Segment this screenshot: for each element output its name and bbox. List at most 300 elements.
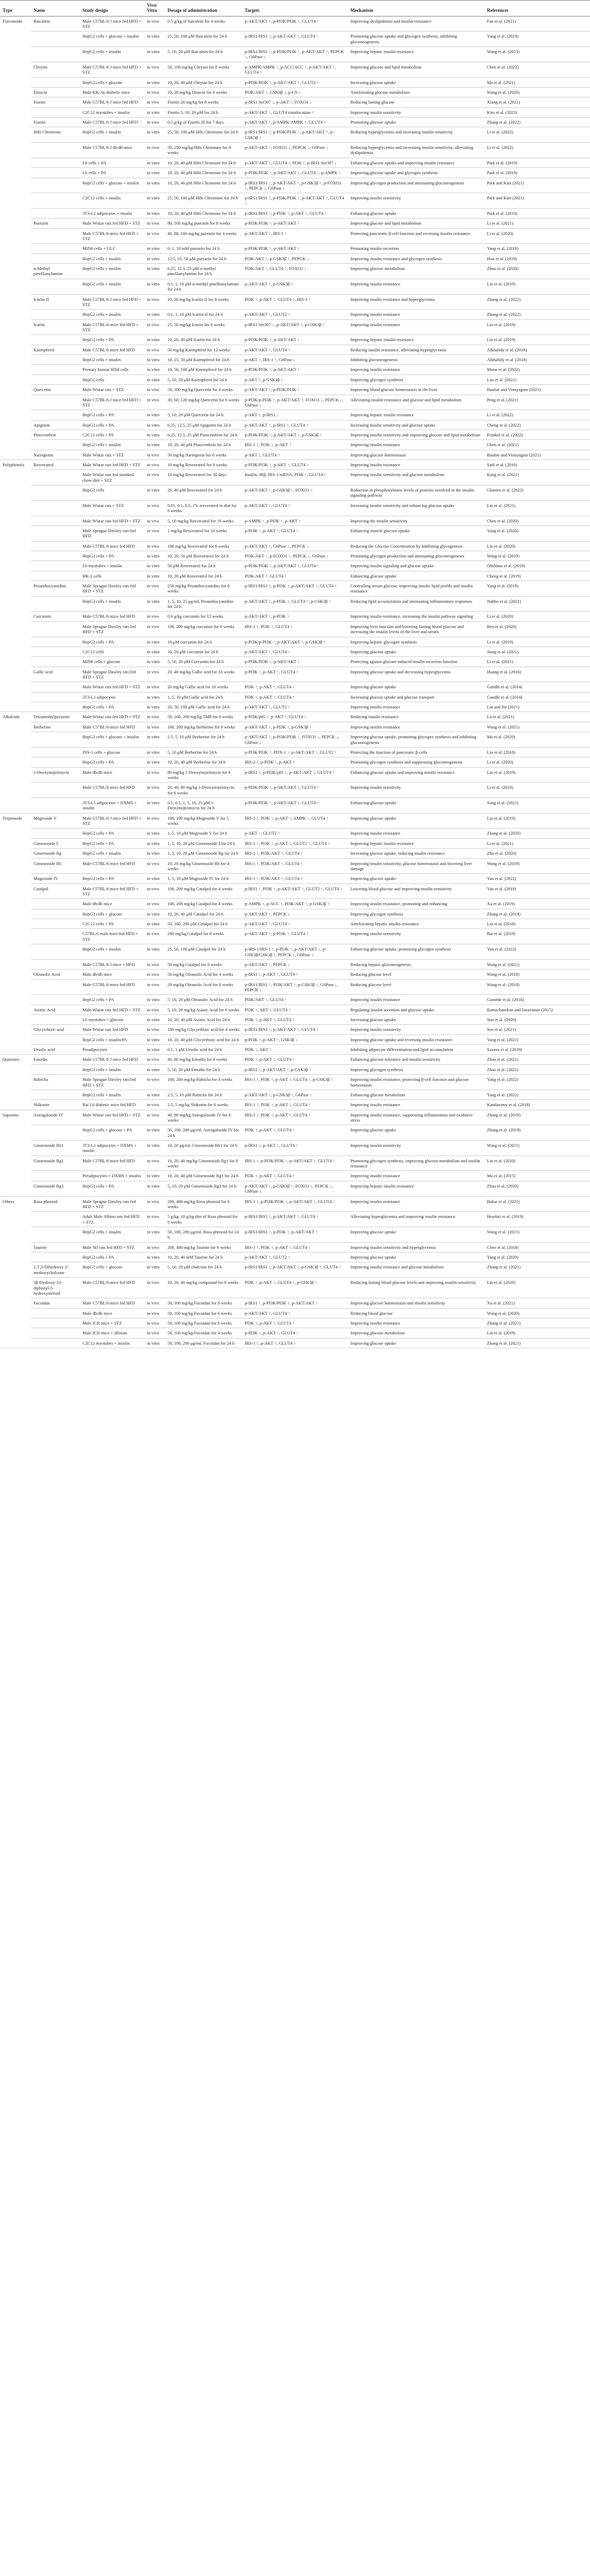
references-cell: Zhang et al. (2022) [484, 310, 590, 319]
study-design-cell: Adult Male Albino rats fed HFD + STZ [80, 1212, 144, 1227]
type-cell: Polyphenols [0, 460, 31, 712]
dosage-cell: 10, 20 μg/mL Ginsenoside Rh1 for 24 h [165, 1141, 242, 1156]
targets-cell: IRS-1 ↑, PI3K ↑, p-AKT ↑, GLUT2 ↑, GLUT4 ↑ [242, 838, 348, 848]
header-type: Type [0, 1, 31, 16]
mechanism-cell: Protecting against glucose-induced insulin secretion function [348, 657, 484, 667]
targets-cell: p-AKT/AKT ↑, p-GSK3β ↑, FOXO1 ↓, PEPCK ↓, G6Pase ↓ [242, 1181, 348, 1196]
mechanism-cell: Ameliorating glucose metabolism [348, 87, 484, 97]
mechanism-cell: Improving glucose homeostasis [348, 450, 484, 460]
targets-cell: p-AKT/AKT ↑, p-GSK3β ↑, FOXO1 ↓ [242, 485, 348, 501]
targets-cell: PI3K ↑, AKT ↑ [242, 1045, 348, 1055]
references-cell: Hou et al. (2018) [484, 253, 590, 263]
references-cell: Yang et al. (2020) [484, 1252, 590, 1262]
study-design-cell: Male Wistar rats fed HFD + STZ [80, 712, 144, 722]
mechanism-cell: Improving insulin sensitivity [348, 193, 484, 209]
dosage-cell: 10, 20, 40 mM Taurine for 24 h [165, 1252, 242, 1262]
name-cell: Emodin [31, 1055, 80, 1064]
targets-cell: PI3K ↑, p-AKT ↑, GLUT4 ↑ [242, 1055, 348, 1064]
mechanism-cell: Improving insulin resistance and glycogen synthesis [348, 253, 484, 263]
references-cell: Zhang et al. (2019) [484, 1125, 590, 1141]
dosage-cell: 25, 50, 100 μM Baicalein for 24 h [165, 31, 242, 47]
study-design-cell: Male C57BL/6 J mice fed HFD [80, 97, 144, 107]
mechanism-cell: Reduction in phosphorylation levels of proteins involved in the insulin signaling pathway [348, 485, 484, 501]
dosage-cell: 100, 200 mg/kg Mogroside V for 5 weeks [165, 813, 242, 828]
vivo-vitro-cell: in vitro [144, 551, 165, 561]
name-cell: Fisetin [31, 117, 80, 127]
name-cell [31, 596, 80, 612]
type-cell: Flavonoids [0, 16, 31, 460]
mechanism-cell: Improving insulin resistance, promoting and enhancing [348, 899, 484, 909]
study-design-cell: Male Wistar rats + STZ [80, 500, 144, 516]
name-cell [31, 732, 80, 748]
vivo-vitro-cell: in vitro [144, 1064, 165, 1074]
table-row [0, 1090, 590, 1099]
study-design-cell: HepG2 cells + PA [80, 637, 144, 647]
vivo-vitro-cell: in vitro [144, 127, 165, 143]
table-row [0, 1125, 590, 1141]
vivo-vitro-cell: in vivo [144, 1075, 165, 1090]
references-cell: Yang et al. (2022) [484, 1075, 590, 1090]
table-row [0, 158, 590, 167]
mechanism-cell: Reducing lipid accumulation and attenuating inflammatory responses [348, 596, 484, 612]
vivo-vitro-cell: in vitro [144, 107, 165, 117]
vivo-vitro-cell: in vitro [144, 375, 165, 384]
table-row [0, 16, 590, 31]
study-design-cell: Male C57BL/6 J mice fed HFD + STZ [80, 62, 144, 77]
table-row [0, 193, 590, 209]
references-cell: Lu et al. (2021) [484, 712, 590, 722]
targets-cell: p-AMPK/AMPK ↑, p-ACC/ACC ↑, p-AKT/AKT ↑, GLUT4 ↑ [242, 62, 348, 77]
vivo-vitro-cell: in vivo [144, 1278, 165, 1298]
study-design-cell: HepG2 cells [80, 375, 144, 384]
table-row [0, 722, 590, 732]
table-row [0, 526, 590, 541]
mechanism-cell: Promoting glycogen synthesis, improving glucose metabolism and insulin resistance [348, 1156, 484, 1171]
targets-cell: p-IRS1/IRS1 ↑, p-PI3K/PI3K ↑, p-AKT/AKT ↑, GLUT4 ↑ [242, 193, 348, 209]
dosage-cell: 50, 100, 200 μg/mL Astragaloside IV for 24 h [165, 1125, 242, 1141]
name-cell [31, 143, 80, 158]
dosage-cell: 50 μM Resveratrol for 24 h [165, 561, 242, 571]
references-cell: Sun et al. (2020) [484, 1015, 590, 1025]
mechanism-cell: Alleviating insulin resistance and glucose and lipid metabolism [348, 395, 484, 410]
targets-cell: IRS-1 ↑, PI3K ↑, p-AKT ↑, GLUT4 ↑ [242, 1242, 348, 1252]
targets-cell: IRS-1 ↑, PI3K ↑, GLUT4 ↑ [242, 621, 348, 637]
table-row [0, 264, 590, 279]
dosage-cell: 10, 20, 40 μM Hibi Chromone for 24 h [165, 178, 242, 193]
mechanism-cell: Promoting glycogen production and attenuating gluconeogenesis [348, 551, 484, 561]
study-design-cell: 3T3-L1 adipocytes + insulin [80, 208, 144, 218]
study-design-cell: HepG2 cells + insulin [80, 47, 144, 62]
name-cell: Fucoidan [31, 1298, 80, 1308]
mechanism-cell: Improving insulin resistance [348, 310, 484, 319]
name-cell: Rubicha [31, 1075, 80, 1090]
study-design-cell: HepG2 cells + PA [80, 410, 144, 420]
name-cell [31, 979, 80, 995]
targets-cell: p-PI3K/PI3K ↑, p-AKT/AKT ↑, GLUT4 ↑, p-AMPK ↑ [242, 168, 348, 178]
dosage-cell: 10, 20 μM curcumin for 24 h [165, 647, 242, 656]
study-design-cell: Male Wistar rats fed HFD + STZ [80, 1110, 144, 1125]
dosage-cell: 50, 100 mg/kg Fucoidan for 6 weeks [165, 1308, 242, 1318]
table-row [0, 1252, 590, 1262]
dosage-cell: 25, 50, 100 μM Hibi Chromone for 24 h [165, 193, 242, 209]
study-design-cell: C2C12 cells + PA [80, 919, 144, 929]
table-row [0, 1278, 590, 1298]
name-cell: Puerarin [31, 218, 80, 228]
table-row [0, 208, 590, 218]
mechanism-cell: Improving insulin resistance, increasing the insulin pathway signaling [348, 612, 484, 621]
name-cell: Shikonin [31, 1100, 80, 1110]
vivo-vitro-cell: in vitro [144, 1015, 165, 1025]
table-row [0, 1328, 590, 1338]
targets-cell: p-AKT/AKT ↑, PEPCK ↓ [242, 959, 348, 969]
mechanism-cell: Improving glucose homeostasis and insulin sensitivity [348, 1298, 484, 1308]
header-name: Name [31, 1, 80, 16]
dosage-cell: 10 mg/kg Resveratrol for 8 weeks [165, 460, 242, 470]
dosage-cell: 0.1, 0.5, 1, 5, 10, 25 μM 1-Deoxynojirimycin for 24 h [165, 798, 242, 814]
table-row [0, 637, 590, 647]
references-cell: Bai et al. (2019) [484, 929, 590, 944]
targets-cell: p-IRS1/IRS1 ↑, p-PI3K ↑, p-AKT/AKT ↑, GLUT4 ↑ [242, 581, 348, 597]
table-row [0, 1318, 590, 1328]
references-cell: Zhang et al. (2022) [484, 117, 590, 127]
vivo-vitro-cell: in vivo [144, 345, 165, 354]
vivo-vitro-cell: in vivo [144, 899, 165, 909]
dosage-cell: 80 mg/kg 1-Deoxynojirimycin for 4 weeks [165, 767, 242, 783]
mechanism-cell: Improving insulin resistance [348, 440, 484, 450]
study-design-cell: L6 myotubes + glucose [80, 1015, 144, 1025]
table-row [0, 1242, 590, 1252]
targets-cell: p-PI3K/PI3K ↑, p-AKT/AKT ↑ [242, 365, 348, 375]
name-cell [31, 541, 80, 551]
table-row [0, 647, 590, 656]
mechanism-cell: Improving insulin sensitivity, glucose homeostasis and lowering liver damage [348, 858, 484, 874]
references-cell: Kandasamy et al. (2018) [484, 1100, 590, 1110]
vivo-vitro-cell: in vivo [144, 62, 165, 77]
vivo-vitro-cell: in vitro [144, 909, 165, 919]
name-cell [31, 470, 80, 485]
dosage-cell: 25, 50, 100 μM Catalpol for 24 h [165, 944, 242, 960]
study-design-cell: Male C57BL/6 mice fed HFD [80, 979, 144, 995]
table-row [0, 1064, 590, 1074]
study-design-cell: HepG2 cells + insulin [80, 264, 144, 279]
study-design-cell: Male KK-Ay diabetic mice [80, 87, 144, 97]
mechanism-cell: Improving glycogen production and attenuating gluconeogenesis [348, 178, 484, 193]
vivo-vitro-cell: in vitro [144, 1141, 165, 1156]
table-row [0, 87, 590, 97]
vivo-vitro-cell: in vivo [144, 526, 165, 541]
table-row [0, 909, 590, 919]
vivo-vitro-cell: in vivo [144, 1308, 165, 1318]
dosage-cell: 0.5 g/kg of Fisetin 20 for 7 days [165, 117, 242, 127]
targets-cell: p-AMPK ↑, p-PI3K ↑, p-AKT ↑ [242, 516, 348, 526]
name-cell: Ursolic acid [31, 1045, 80, 1055]
table-row [0, 500, 590, 516]
vivo-vitro-cell: in vivo [144, 228, 165, 244]
mechanism-cell: Improving glucose metabolism [348, 1328, 484, 1338]
study-design-cell: Male C57BL/6 mice fed HFD [80, 722, 144, 732]
targets-cell: PI3K ↑, p-AKT ↑, GLUT4 ↑ [242, 1015, 348, 1025]
vivo-vitro-cell: in vitro [144, 335, 165, 345]
table-row [0, 682, 590, 692]
study-design-cell: HepG2 cells + glucose + insulin [80, 178, 144, 193]
vivo-vitro-cell: in vivo [144, 1298, 165, 1308]
mechanism-cell: Enhancing muscle glucose uptake [348, 526, 484, 541]
table-row [0, 178, 590, 193]
references-cell: Li et al. (2021) [484, 838, 590, 848]
study-design-cell: Male C57BL/6 mice fed HFD [80, 1156, 144, 1171]
name-cell [31, 253, 80, 263]
mechanism-cell: Improving glucose uptake [348, 647, 484, 656]
table-row [0, 1308, 590, 1318]
references-cell: Wang et al. (2021) [484, 1227, 590, 1243]
table-row [0, 692, 590, 702]
targets-cell: p-IRS1 ↑, p-AKT ↑, GLUT4 ↑ [242, 1141, 348, 1156]
table-row [0, 783, 590, 798]
mechanism-cell: Improving blood glucose homeostasis in the liver [348, 385, 484, 395]
study-design-cell: Male Wistar rats fed HFD + STZ [80, 682, 144, 692]
targets-cell: p-PI3K/PI3K ↑, p-AKT/AKT ↑ [242, 244, 348, 253]
name-cell [31, 783, 80, 798]
table-row [0, 979, 590, 995]
targets-cell: PI3K ↑, p-AKT ↑, GLUT4 ↑ [242, 1125, 348, 1141]
targets-cell: p-IRS1 ↑, p-PI3K/PI3K ↑, p-AKT/AKT ↑ [242, 1298, 348, 1308]
mechanism-cell: Improving glucose uptake and decreasing hyperglycemia [348, 667, 484, 682]
name-cell [31, 1308, 80, 1318]
study-design-cell: Male C57BL/6 mice fed HFD [80, 1298, 144, 1308]
study-design-cell: Male db/db mice [80, 1308, 144, 1318]
table-row [0, 884, 590, 899]
study-design-cell: Male C57BL/6 mice fed HFD [80, 541, 144, 551]
study-design-cell: Primary human HSH cells [80, 365, 144, 375]
dosage-cell: 25, 50, 100 μM Hibi Chromone for 24 h [165, 127, 242, 143]
name-cell: Pinocembrin [31, 430, 80, 439]
vivo-vitro-cell: in vitro [144, 264, 165, 279]
targets-cell: p-IRS1/IRS1 ↑, p-AKT/AKT ↑, p-GSK3β ↑, p-FOXO1 ↑, PEPCK ↓, G6Pase ↓ [242, 178, 348, 193]
mechanism-cell: Regulating insulin secretion and glucose uptake [348, 1005, 484, 1014]
vivo-vitro-cell: in vivo [144, 385, 165, 395]
study-design-cell: Male C57BL/6 mice fed HFD [80, 783, 144, 798]
name-cell [31, 31, 80, 47]
study-design-cell: L6 myotubes + insulin [80, 561, 144, 571]
vivo-vitro-cell: in vitro [144, 193, 165, 209]
name-cell [31, 335, 80, 345]
mechanism-cell: Increasing glucose uptake and glucose transport [348, 692, 484, 702]
name-cell: 1-Deoxynojirimycin [31, 767, 80, 783]
vivo-vitro-cell: in vitro [144, 732, 165, 748]
targets-cell: p-AKT/AKT ↑, p-PI3K ↑ [242, 612, 348, 621]
study-design-cell: HepG2 cells + insulin [80, 127, 144, 143]
references-cell: Yang et al. (2022) [484, 1090, 590, 1099]
table-row [0, 828, 590, 838]
mechanism-cell: Improving insulin sensitivity [348, 929, 484, 944]
references-cell: Park and Kim (2021) [484, 193, 590, 209]
study-design-cell: HepG2 cells [80, 485, 144, 501]
mechanism-cell: Promoting glycogen synthesis and suppressing gluconeogenesis [348, 757, 484, 767]
table-row [0, 420, 590, 430]
name-cell [31, 828, 80, 838]
header-dosage: Dosage of administration [165, 1, 242, 16]
study-design-cell: HepG2 cells + glucose + PA [80, 1125, 144, 1141]
name-cell: Hibi Chromone [31, 127, 80, 143]
vivo-vitro-cell: in vitro [144, 596, 165, 612]
targets-cell: p-IRS1 ↑, p-AKT ↑, GLUT4 ↑ [242, 970, 348, 979]
references-cell: Liu et al. (2020) [484, 1156, 590, 1171]
study-design-cell: Male C57BL/6 J mice fed HFD [80, 1055, 144, 1064]
targets-cell: IRS-1 ↑, PI3K/AKT ↑, GLUT4 ↑ [242, 858, 348, 874]
table-row [0, 485, 590, 501]
vivo-vitro-cell: in vitro [144, 1252, 165, 1262]
table-row [0, 345, 590, 354]
study-design-cell: Male Sprague Dawley rats fed HFD + STZ [80, 1075, 144, 1090]
dosage-cell: 10, 20, 40 mg/kg compound for 8 weeks [165, 1278, 242, 1298]
table-row [0, 1227, 590, 1243]
dosage-cell: 100, 200 mg/kg Berberine for 8 weeks [165, 722, 242, 732]
mechanism-cell: Improving insulin sensitivity [348, 783, 484, 798]
dosage-cell: 25, 50 mg/kg Icariin for 6 weeks [165, 319, 242, 335]
name-cell: Baicalein [31, 16, 80, 31]
targets-cell: p-AKT/AKT ↑, GLUT4 ↑ [242, 647, 348, 656]
targets-cell: p-PI3K ↑, p-AKT ↑, GLUT4 ↑ [242, 1328, 348, 1338]
name-cell [31, 551, 80, 561]
mechanism-cell: Enhancing glucose uptake and improving insulin resistance [348, 767, 484, 783]
study-design-cell: Male db/db mice [80, 767, 144, 783]
name-cell: 2,3',5-Dihydroxy-2'-methoxychalcone [31, 1262, 80, 1278]
vivo-vitro-cell: in vitro [144, 1035, 165, 1044]
dosage-cell: 50 mg/kg Kaempferol for 12 weeks [165, 345, 242, 354]
targets-cell: PI3K ↑, p-AKT ↑, GLUT4 ↑ [242, 692, 348, 702]
table-row [0, 798, 590, 814]
table-row [0, 450, 590, 460]
references-cell: Li et al. (2020) [484, 228, 590, 244]
references-cell: Ma et al. (2020) [484, 732, 590, 748]
vivo-vitro-cell: in vivo [144, 117, 165, 127]
targets-cell: IRS-1 ↑, PI3K ↑, p-AKT ↑, GLUT4 ↑ [242, 1100, 348, 1110]
vivo-vitro-cell: in vitro [144, 355, 165, 365]
mechanism-cell: Improving insulin resistance [348, 722, 484, 732]
references-cell: Zhang et al. (2021) [484, 1318, 590, 1328]
mechanism-cell: Improving insulin resistance and glucose metabolism [348, 1262, 484, 1278]
targets-cell: p-PI3K/PI3K ↑, p-AKT/AKT ↑, GLUT4 ↑ [242, 561, 348, 571]
vivo-vitro-cell: in vivo [144, 1196, 165, 1212]
table-row [0, 385, 590, 395]
study-design-cell: Male C57BL/6 J mice fed HFD [80, 117, 144, 127]
study-design-cell: Male C57BL/6 J mice fed HFD + STZ [80, 294, 144, 310]
study-design-cell: HepG2 cells + insulin [80, 253, 144, 263]
type-cell: Saponins [0, 1110, 31, 1196]
study-design-cell: 3T3-L1 adipocytes [80, 692, 144, 702]
mechanism-cell: Improving insulin sensitivity and hyperglycemia [348, 1242, 484, 1252]
vivo-vitro-cell: in vitro [144, 919, 165, 929]
study-design-cell: Male Sprague Dawley rats fed HFD + STZ [80, 667, 144, 682]
dosage-cell: 50 mg/kg Naringenin for 6 weeks [165, 450, 242, 460]
study-design-cell: Male C57BL/6 mice fed HFD + STZ [80, 884, 144, 899]
vivo-vitro-cell: in vitro [144, 1125, 165, 1141]
study-design-cell: Male SD rats fed HFD + STZ [80, 1242, 144, 1252]
study-design-cell: Male Sprague Dawley rats fed HFD + STZ [80, 1196, 144, 1212]
dosage-cell: 50 mg/kg Catalpol for 8 weeks [165, 959, 242, 969]
name-cell: Rosa phenoid [31, 1196, 80, 1212]
table-row [0, 77, 590, 87]
study-design-cell: HepG2 cells + insulin [80, 1227, 144, 1243]
name-cell [31, 228, 80, 244]
mechanism-cell: Improving insulin sensitivity [348, 1025, 484, 1035]
vivo-vitro-cell: in vivo [144, 581, 165, 597]
dosage-cell: 250 mg/kg Proanthocyanidins for 8 weeks [165, 581, 242, 597]
dosage-cell: 0.1, 1, 10 μM α-methyl pinellianylamine for 24 h [165, 279, 242, 294]
name-cell [31, 637, 80, 647]
study-design-cell: Male C57BL/6 J mice + HFD [80, 959, 144, 969]
name-cell [31, 702, 80, 712]
table-row [0, 143, 590, 158]
targets-cell: PI3K/AKT ↑, GLUT4 ↑ [242, 995, 348, 1005]
targets-cell: p-PI3K/PI3K ↑, p-AKT ↑, GLUT4 ↑ [242, 460, 348, 470]
dosage-cell: 20, 40 μM Resveratrol for 24 h [165, 485, 242, 501]
dosage-cell: 50, 100, 200 mg/kg TMP for 8 weeks [165, 712, 242, 722]
mechanism-cell: Reducing blood glucose [348, 1308, 484, 1318]
mechanism-cell: Improving glucose uptake [348, 874, 484, 884]
vivo-vitro-cell: in vitro [144, 31, 165, 47]
vivo-vitro-cell: in vivo [144, 218, 165, 228]
table-row [0, 117, 590, 127]
mechanism-cell: Increasing glucose uptake, reducing insulin resistance [348, 849, 484, 858]
mechanism-cell: Improving insulin resistance, protecting β-cell function and glucose homeostasis [348, 1075, 484, 1090]
name-cell [31, 440, 80, 450]
mechanism-cell: Improving hepatic insulin resistance [348, 1181, 484, 1196]
mechanism-cell: Improving dyslipidemia and insulin resistance [348, 16, 484, 31]
dosage-cell: 2.5, 5, 10 μM Berberine for 24 h [165, 732, 242, 748]
dosage-cell: 1, 5, 10 μM Mogroside IV for 24 h [165, 874, 242, 884]
targets-cell: p-AKT/AKT ↑, p-PI3K/PI3K ↑, GLUT4 ↑ [242, 16, 348, 31]
targets-cell: p-IRS1/IRS1 ↑, p-PI3K ↑, p-AKT ↑, GLUT4 ↑ [242, 208, 348, 218]
references-cell: Park and Kim (2021) [484, 178, 590, 193]
table-row [0, 107, 590, 117]
mechanism-cell: Improving insulin resistance [348, 995, 484, 1005]
vivo-vitro-cell: in vivo [144, 1055, 165, 1064]
table-row [0, 1298, 590, 1308]
references-cell: Zhao et al. (2021) [484, 1055, 590, 1064]
dosage-cell: 100, 200 mg/kg Catalpol for 4 weeks [165, 899, 242, 909]
table-row [0, 874, 590, 884]
targets-cell: p-AKT/AKT ↑, GLUT2 ↑ [242, 310, 348, 319]
references-cell: Bauhar and Vinayagam (2021) [484, 450, 590, 460]
dosage-cell: 100, 200 mg/kg Rubicha for 4 weeks [165, 1075, 242, 1090]
references-cell: Luo et al. (2021) [484, 375, 590, 384]
dosage-cell: 50, 100 mg/kg Fucoidan for 8 weeks [165, 1298, 242, 1308]
targets-cell: p-IRS1/IRS1 ↑, p-PI3K/PI3K ↑, p-AKT/AKT ↑, p-GSK3β ↑ [242, 127, 348, 143]
dosage-cell: 10, 20, 40 μM Berberine for 24 h [165, 757, 242, 767]
mechanism-cell: Improving glucose uptake [348, 1227, 484, 1243]
dosage-cell: 10 μM curcumin for 24 h [165, 637, 242, 647]
study-design-cell: Male Sprague Dawley rats fed HFD + STZ [80, 621, 144, 637]
references-cell: Cheng et al. (2019) [484, 571, 590, 581]
mechanism-cell: Enhancing glucose tolerance and insulin sensitivity [348, 1055, 484, 1064]
table-row [0, 657, 590, 667]
name-cell: α-Methyl pinellianylamine [31, 264, 80, 279]
vivo-vitro-cell: in vitro [144, 757, 165, 767]
study-design-cell: Male C57BL/6 mice fed HFD [80, 345, 144, 354]
references-cell: Li et al. (2018) [484, 783, 590, 798]
vivo-vitro-cell: in vitro [144, 828, 165, 838]
dosage-cell: 2.5, 5 mg/kg Shikonin for 6 weeks [165, 1100, 242, 1110]
table-row [0, 310, 590, 319]
dosage-cell: 5, 10 μM Berberine for 24 h [165, 747, 242, 757]
vivo-vitro-cell: in vitro [144, 244, 165, 253]
references-cell: Gamede et al. (2018) [484, 995, 590, 1005]
vivo-vitro-cell: in vitro [144, 365, 165, 375]
dosage-cell: 5 g/kg, 10 g/kg diet of Rosa phenoid for 6 weeks [165, 1212, 242, 1227]
dosage-cell: 10, 20, 40 μM Hibi Chromone for 24 h [165, 208, 242, 218]
references-cell: Wang et al. (2021) [484, 1141, 590, 1156]
